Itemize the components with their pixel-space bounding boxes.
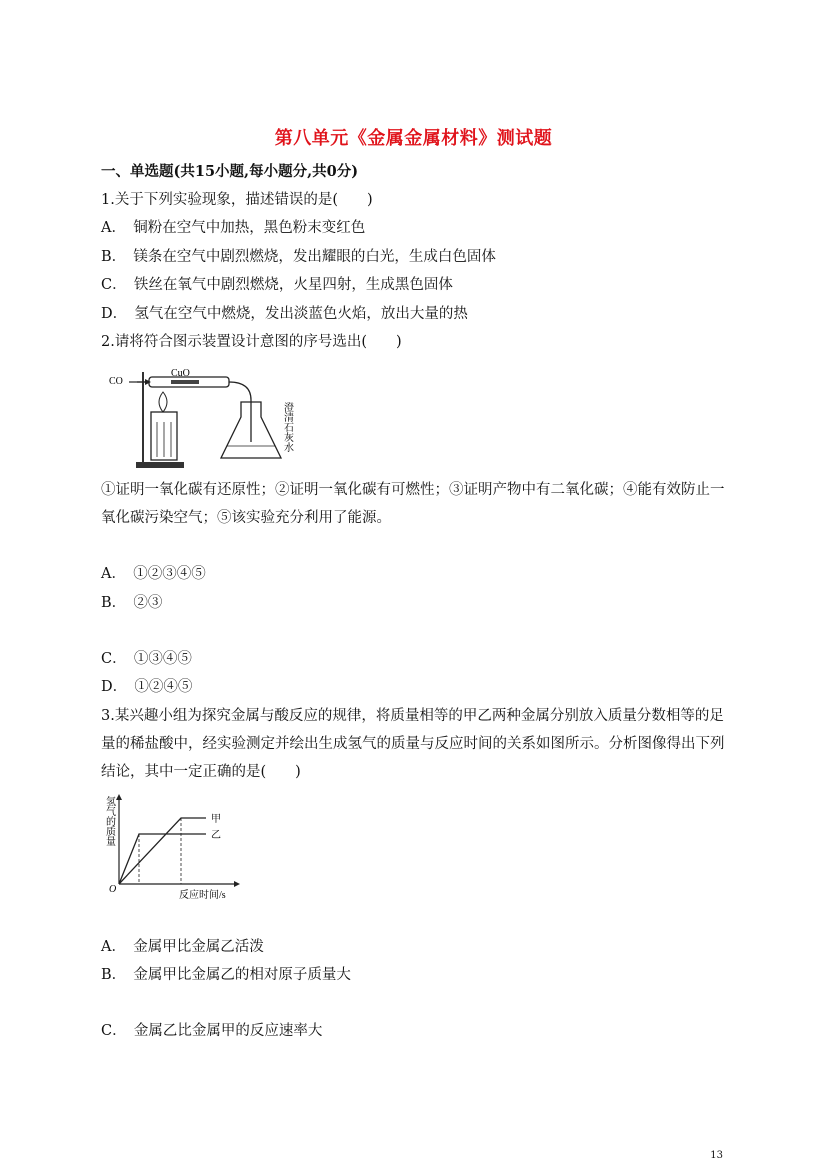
section-heading: 一、单选题(共15小题,每小题分,共0分) [101, 163, 359, 180]
series-b-label: 乙 [211, 830, 221, 841]
question-3-option-c: C． 金属乙比金属甲的反应速率大 [101, 1023, 323, 1039]
hydrogen-mass-graph [101, 792, 246, 902]
question-1-option-c: C． 铁丝在氧气中剧烈燃烧，火星四射，生成黑色固体 [101, 277, 453, 293]
series-a-label: 甲 [211, 814, 221, 825]
question-3-option-a: A． 金属甲比金属乙活泼 [101, 939, 264, 955]
question-1-option-d: D． 氢气在空气中燃烧，发出淡蓝色火焰，放出大量的热 [101, 306, 468, 322]
question-2-stem: 2.请将符合图示装置设计意图的序号选出( ) [101, 334, 402, 350]
question-1-option-b: B． 镁条在空气中剧烈燃烧，发出耀眼的白光，生成白色固体 [101, 249, 496, 265]
question-2-option-b: B． ②③ [101, 595, 163, 611]
co-label: CO [109, 376, 123, 387]
question-2-option-c: C． ①③④⑤ [101, 651, 192, 667]
question-3-stem: 3.某兴趣小组为探究金属与酸反应的规律，将质量相等的甲乙两种金属分别放入质量分数相等的足量的稀盐酸中，经实验测定并绘出生成氢气的质量与反应时间的关系如图所示。分析图像得出下列结论，其中一定正确的是( ) [101, 708, 725, 780]
page-title: 第八单元《金属金属材料》测试题 [274, 128, 553, 149]
question-2-option-d: D． ①②④⑤ [101, 679, 193, 695]
question-3-option-b: B． 金属甲比金属乙的相对原子质量大 [101, 967, 351, 983]
co-reduction-apparatus-figure [101, 362, 296, 472]
cuo-label: CuO [171, 368, 190, 379]
question-2-statements: ①证明一氧化碳有还原性；②证明一氧化碳有可燃性；③证明产物中有二氧化碳；④能有效防止一氧化碳污染空气；⑤该实验充分利用了能源。 [101, 482, 725, 526]
graph-y-label: 氢气的质量 [103, 796, 115, 846]
question-1-stem: 1.关于下列实验现象，描述错误的是( ) [101, 192, 373, 208]
page-number: 13 [710, 1150, 723, 1161]
graph-x-label: 反应时间/s [179, 890, 226, 901]
flask-label: 澄清石灰水 [281, 402, 293, 452]
question-2-option-a: A． ①②③④⑤ [101, 566, 206, 582]
question-1-option-a: A． 铜粉在空气中加热，黑色粉末变红色 [101, 220, 366, 236]
graph-origin: O [109, 884, 117, 895]
